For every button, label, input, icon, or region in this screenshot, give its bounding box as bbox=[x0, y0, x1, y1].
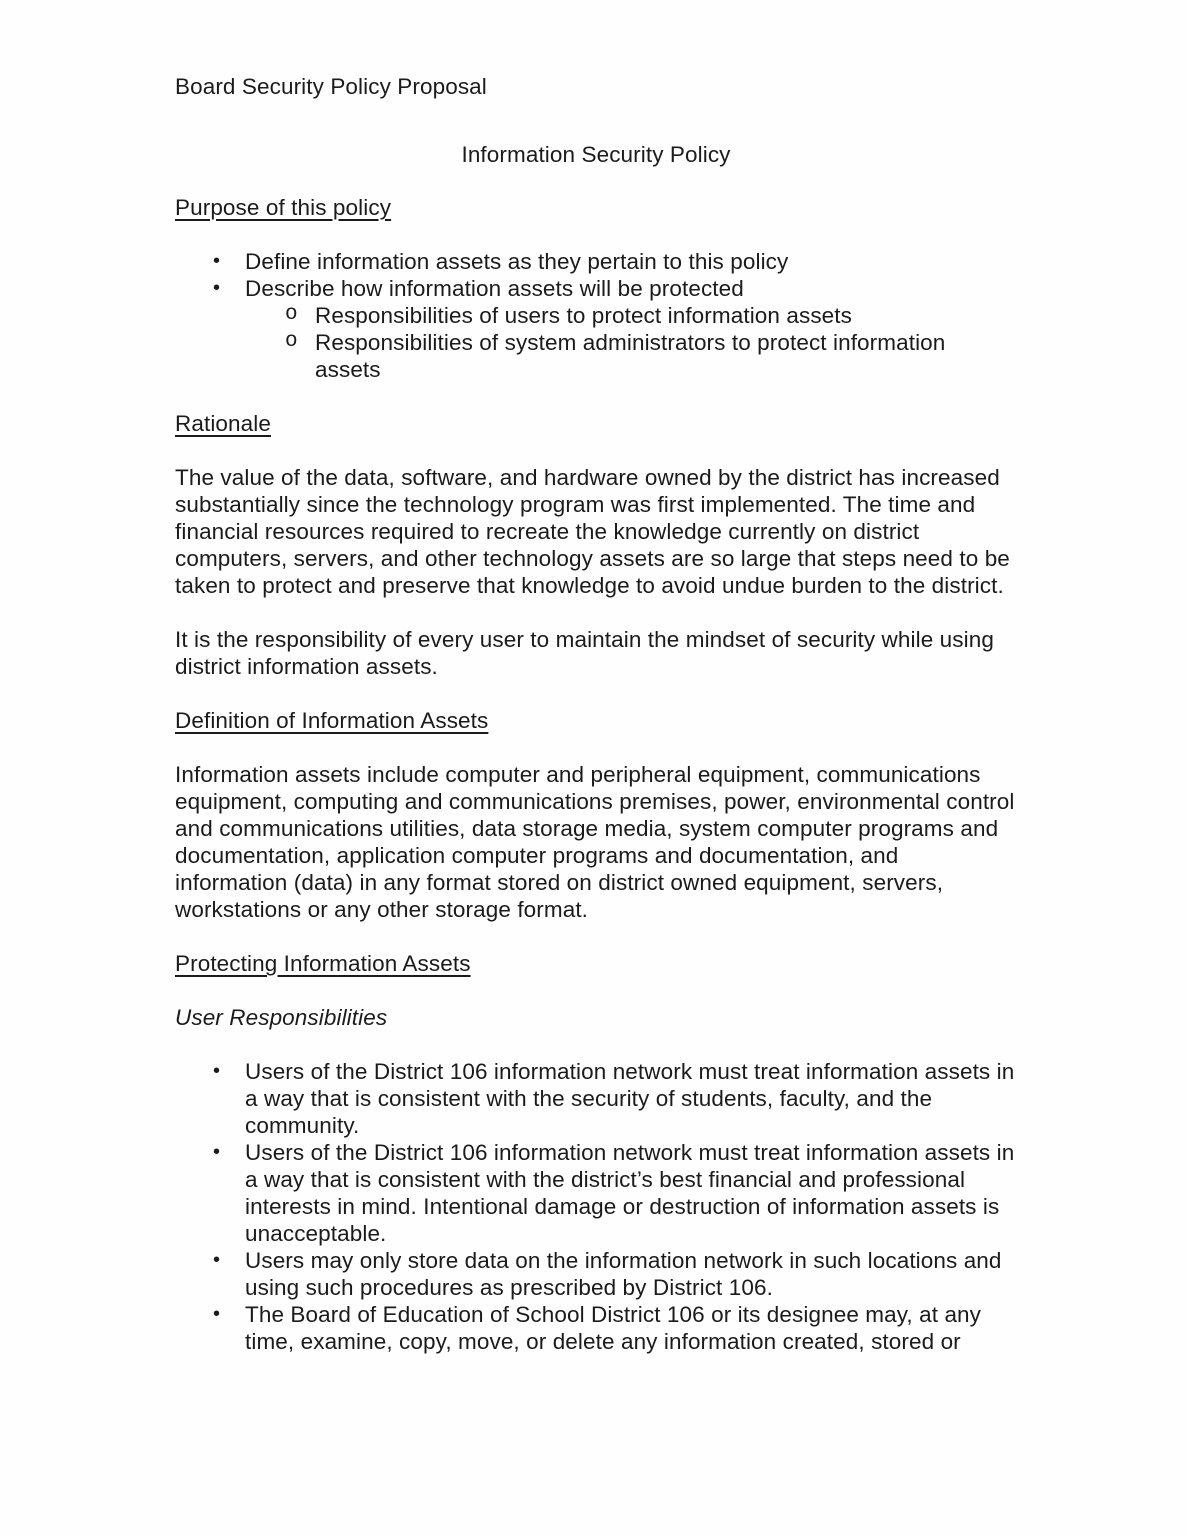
list-item bbox=[175, 275, 1017, 302]
bullet-marker: • bbox=[213, 1303, 221, 1325]
list-item-text: Users of the District 106 information network must treat information assets in a way that is consistent with the district’s best financial and professional interests in mind. Intentional damage or destruction of information assets is unacceptable. bbox=[245, 1140, 1015, 1246]
section-heading-purpose: Purpose of this policy bbox=[175, 195, 392, 220]
list-item-text: Describe how information assets will be protected bbox=[245, 276, 744, 301]
circle-bullet-marker: o bbox=[285, 330, 298, 353]
bullet-marker: • bbox=[213, 277, 221, 299]
list-item bbox=[175, 1301, 1017, 1355]
list-item-text: Responsibilities of users to protect information assets bbox=[315, 303, 852, 328]
list-item-text: Responsibilities of system administrators to protect information assets bbox=[315, 330, 946, 382]
rationale-paragraph-1: The value of the data, software, and hardware owned by the district has increased substantially since the technology program was first implemented. The time and financial resources required to recreate the knowledge currently on district computers, servers, and other technology assets are so large that steps need to be taken to protect and preserve that knowledge to avoid undue burden to the district. bbox=[175, 465, 1010, 598]
document-header: Board Security Policy Proposal bbox=[175, 74, 487, 99]
bullet-marker: • bbox=[213, 1249, 221, 1271]
rationale-paragraph-2: It is the responsibility of every user to maintain the mindset of security while using district information assets. bbox=[175, 627, 994, 679]
purpose-sub-list bbox=[175, 302, 1017, 383]
list-item bbox=[175, 1058, 1017, 1139]
list-item-text: The Board of Education of School District 106 or its designee may, at any time, examine, copy, move, or delete any information created, stored or bbox=[245, 1302, 982, 1354]
section-heading-protecting: Protecting Information Assets bbox=[175, 951, 471, 976]
subsection-heading-user-responsibilities: User Responsibilities bbox=[175, 1005, 388, 1030]
list-item bbox=[175, 248, 1017, 275]
bullet-marker: • bbox=[213, 1141, 221, 1163]
list-item-text: Define information assets as they pertain to this policy bbox=[245, 249, 789, 274]
circle-bullet-marker: o bbox=[285, 303, 298, 326]
list-item bbox=[175, 302, 1017, 329]
definition-paragraph: Information assets include computer and peripheral equipment, communications equipment, computing and communications premises, power, environmental control and communications utilities, data storage media, system computer programs and documentation, application computer programs and documentation, and information (data) in any format stored on district owned equipment, servers, workstations or any other storage format. bbox=[175, 762, 1015, 922]
purpose-bullet-list bbox=[175, 248, 1017, 383]
section-heading-rationale: Rationale bbox=[175, 411, 271, 436]
bullet-marker: • bbox=[213, 250, 221, 272]
bullet-marker: • bbox=[213, 1060, 221, 1082]
section-heading-definition: Definition of Information Assets bbox=[175, 708, 489, 733]
list-item-text: Users of the District 106 information network must treat information assets in a way that is consistent with the security of students, faculty, and the community. bbox=[245, 1059, 1015, 1138]
list-item bbox=[175, 1139, 1017, 1247]
sublist-container bbox=[175, 302, 1017, 383]
list-item bbox=[175, 1247, 1017, 1301]
list-item bbox=[175, 329, 1017, 383]
list-item-text: Users may only store data on the information network in such locations and using such procedures as prescribed by District 106. bbox=[245, 1248, 1002, 1300]
document-title: Information Security Policy bbox=[461, 142, 731, 167]
user-responsibilities-bullet-list bbox=[175, 1058, 1017, 1355]
